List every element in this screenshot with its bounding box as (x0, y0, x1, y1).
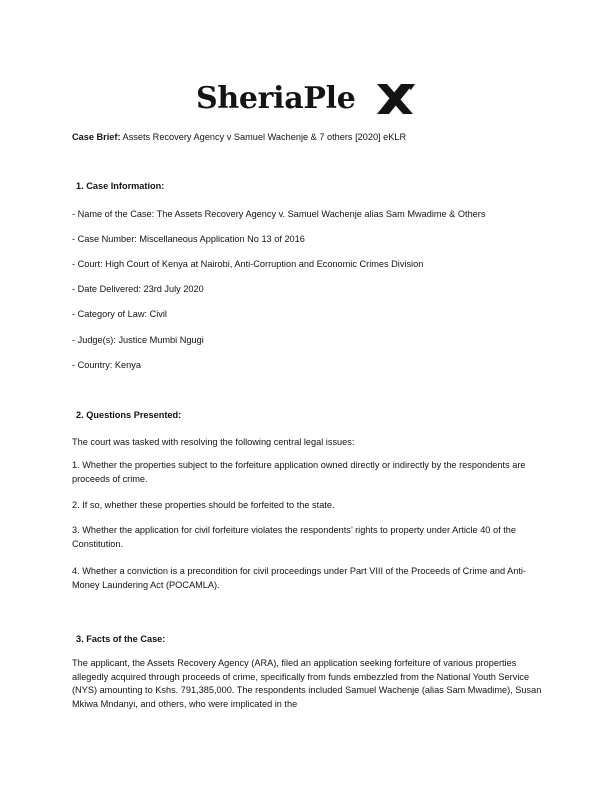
sheriaplex-logo (196, 80, 420, 122)
logo-text: SheriaPle (196, 81, 356, 116)
question-item-2: 2. If so, whether these properties should be forfeited to the state. (72, 500, 335, 510)
question-item-4: 4. Whether a conviction is a precondition for civil proceedings under Part VIII of the Proceeds of Crime and Anti-Money Laundering Act (POCAMLA). (72, 566, 526, 590)
case-brief-title: Assets Recovery Agency v Samuel Wachenje & 7 others [2020] eKLR (120, 132, 407, 142)
info-item-court: - Court: High Court of Kenya at Nairobi, Anti-Corruption and Economic Crimes Division (72, 259, 424, 269)
info-item-judges: - Judge(s): Justice Mumbi Ngugi (72, 335, 204, 345)
section-heading-questions: 2. Questions Presented: (76, 410, 182, 420)
case-brief-label: Case Brief: (72, 132, 121, 142)
logo-x-mark-icon (375, 82, 415, 116)
question-item-1: 1. Whether the properties subject to the forfeiture application owned directly or indirectly by the respondents are proceeds of crime. (72, 460, 526, 484)
section-heading-case-information: 1. Case Information: (76, 181, 165, 191)
info-item-category: - Category of Law: Civil (72, 309, 167, 319)
info-item-date: - Date Delivered: 23rd July 2020 (72, 284, 204, 294)
facts-paragraph: The applicant, the Assets Recovery Agency (ARA), filed an application seeking forfeiture of various properties allegedly acquired through proceeds of crime, specifically from funds embezzled from the National Youth Service (NYS) amounting to Kshs. 791,385,000. The respondents included Samuel Wachenje (alias Sam Mwadime), Susan Mkiwa Mndanyi, and others, who were implicated in the (72, 658, 542, 709)
info-item-name: - Name of the Case: The Assets Recovery Agency v. Samuel Wachenje alias Sam Mwadime & Others (72, 209, 486, 219)
info-item-case-number: - Case Number: Miscellaneous Application No 13 of 2016 (72, 234, 305, 244)
case-brief-line (72, 132, 406, 143)
info-item-country: - Country: Kenya (72, 360, 141, 370)
questions-intro: The court was tasked with resolving the following central legal issues: (72, 437, 355, 447)
question-item-3: 3. Whether the application for civil forfeiture violates the respondents’ rights to property under Article 40 of the Constitution. (72, 525, 516, 549)
section-heading-facts: 3. Facts of the Case: (76, 634, 166, 644)
